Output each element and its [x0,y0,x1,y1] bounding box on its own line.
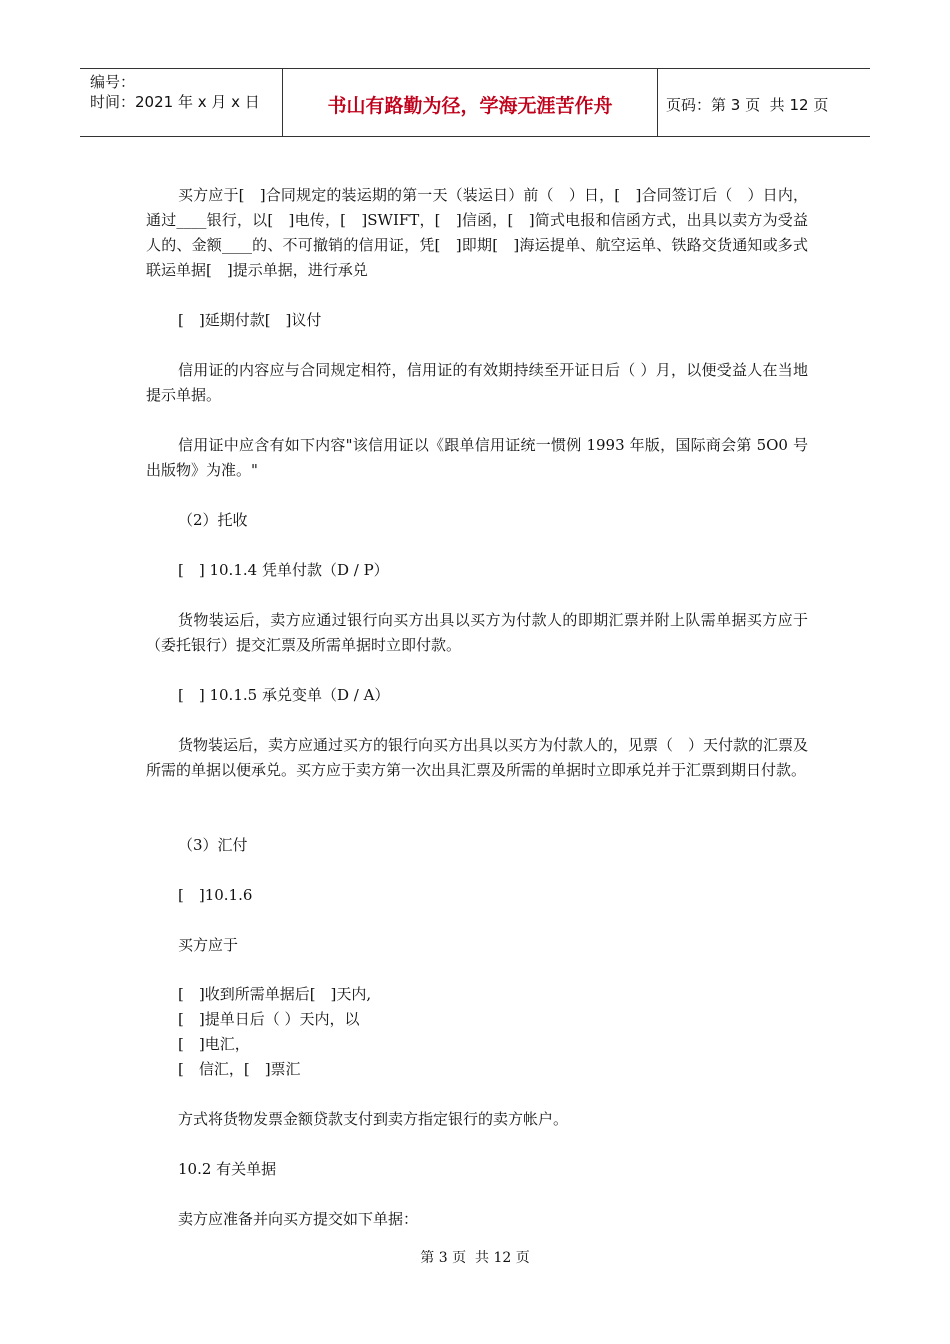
paragraph-lc-validity: 信用证的内容应与合同规定相符，信用证的有效期持续至开证日后（ ）月，以便受益人在当地提示单据。 [146,361,808,404]
paragraph-dp-terms: 货物装运后，卖方应通过银行向买方出具以买方为付款人的即期汇票并附上队需单据买方应于（委托银行）提交汇票及所需单据时立即付款。 [146,611,808,654]
page-mid: 页 共 [745,96,785,114]
header-info-cell [80,69,282,136]
list-item: [ ]电汇， [178,1035,250,1053]
list-item: [ ]提单日后（ ）天内，以 [178,1010,360,1028]
clause-dp: [ ] 10.1.4 凭单付款（D / P） [178,561,389,579]
page-current: 3 [730,96,741,114]
page-header [80,68,870,137]
clause-remittance: [ ]10.1.6 [178,886,253,904]
paragraph-deferred-payment: [ ]延期付款[ ]议付 [178,311,322,329]
footer-page-total: 12 [493,1250,512,1266]
header-motto-cell [282,69,658,136]
list-item: [ 信汇，[ ]票汇 [178,1060,301,1078]
footer-suffix: 页 [515,1250,530,1266]
page-total: 12 [789,96,809,114]
footer-prefix: 第 [420,1250,435,1266]
page-suffix: 页 [813,96,829,114]
heading-documents: 10.2 有关单据 [178,1160,277,1178]
header-motto: 书山有路勤为径，学海无涯苦作舟 [327,95,613,117]
paragraph-payment-method: 方式将货物发票金额贷款支付到卖方指定银行的卖方帐户。 [178,1110,569,1128]
header-page-cell [657,69,870,136]
footer-page-current: 3 [438,1250,448,1266]
document-date: 时间：2021 年 x 月 x 日 [90,93,260,111]
header-page-info [666,94,828,115]
paragraph-documents-intro: 卖方应准备并向买方提交如下单据： [178,1210,419,1228]
heading-collection: （2）托收 [178,511,248,529]
page-footer [0,1247,950,1267]
list-item: [ ]收到所需单据后[ ]天内, [178,985,372,1003]
paragraph-da-terms: 货物装运后，卖方应通过买方的银行向买方出具以买方为付款人的，见票（ ）天付款的汇票及所需的单据以便承兑。买方应于卖方第一次出具汇票及所需的单据时立即承兑并于汇票到期日付款。 [146,736,809,779]
document-number-label: 编号： [90,73,136,91]
paragraph-lc-ucp: 信用证中应含有如下内容"该信用证以《跟单信用证统一惯例 1993 年版，国际商会第 5O0 号出版物》为准。" [146,436,808,479]
paragraph-lc-payment: 买方应于[ ]合同规定的装运期的第一天（装运日）前（ ）日，[ ]合同签订后（ ）日内，通过____银行，以[ ]电传，[ ]SWIFT，[ ]信函，[ ]简式电报和信函方式，出具以卖方为受益人的、金额____的、不可撤销的信用证，凭[ ]即期[ ]海运提单、航空运单、铁路交货通知或多式联运单据[ ]提示单据，进行承兑 [146,186,808,279]
page-prefix: 页码：第 [666,96,727,114]
footer-mid: 页 共 [452,1250,489,1266]
paragraph-buyer-shall: 买方应于 [178,936,239,954]
clause-da: [ ] 10.1.5 承兑变单（D / A） [178,686,390,704]
heading-remittance: （3）汇付 [178,836,248,854]
